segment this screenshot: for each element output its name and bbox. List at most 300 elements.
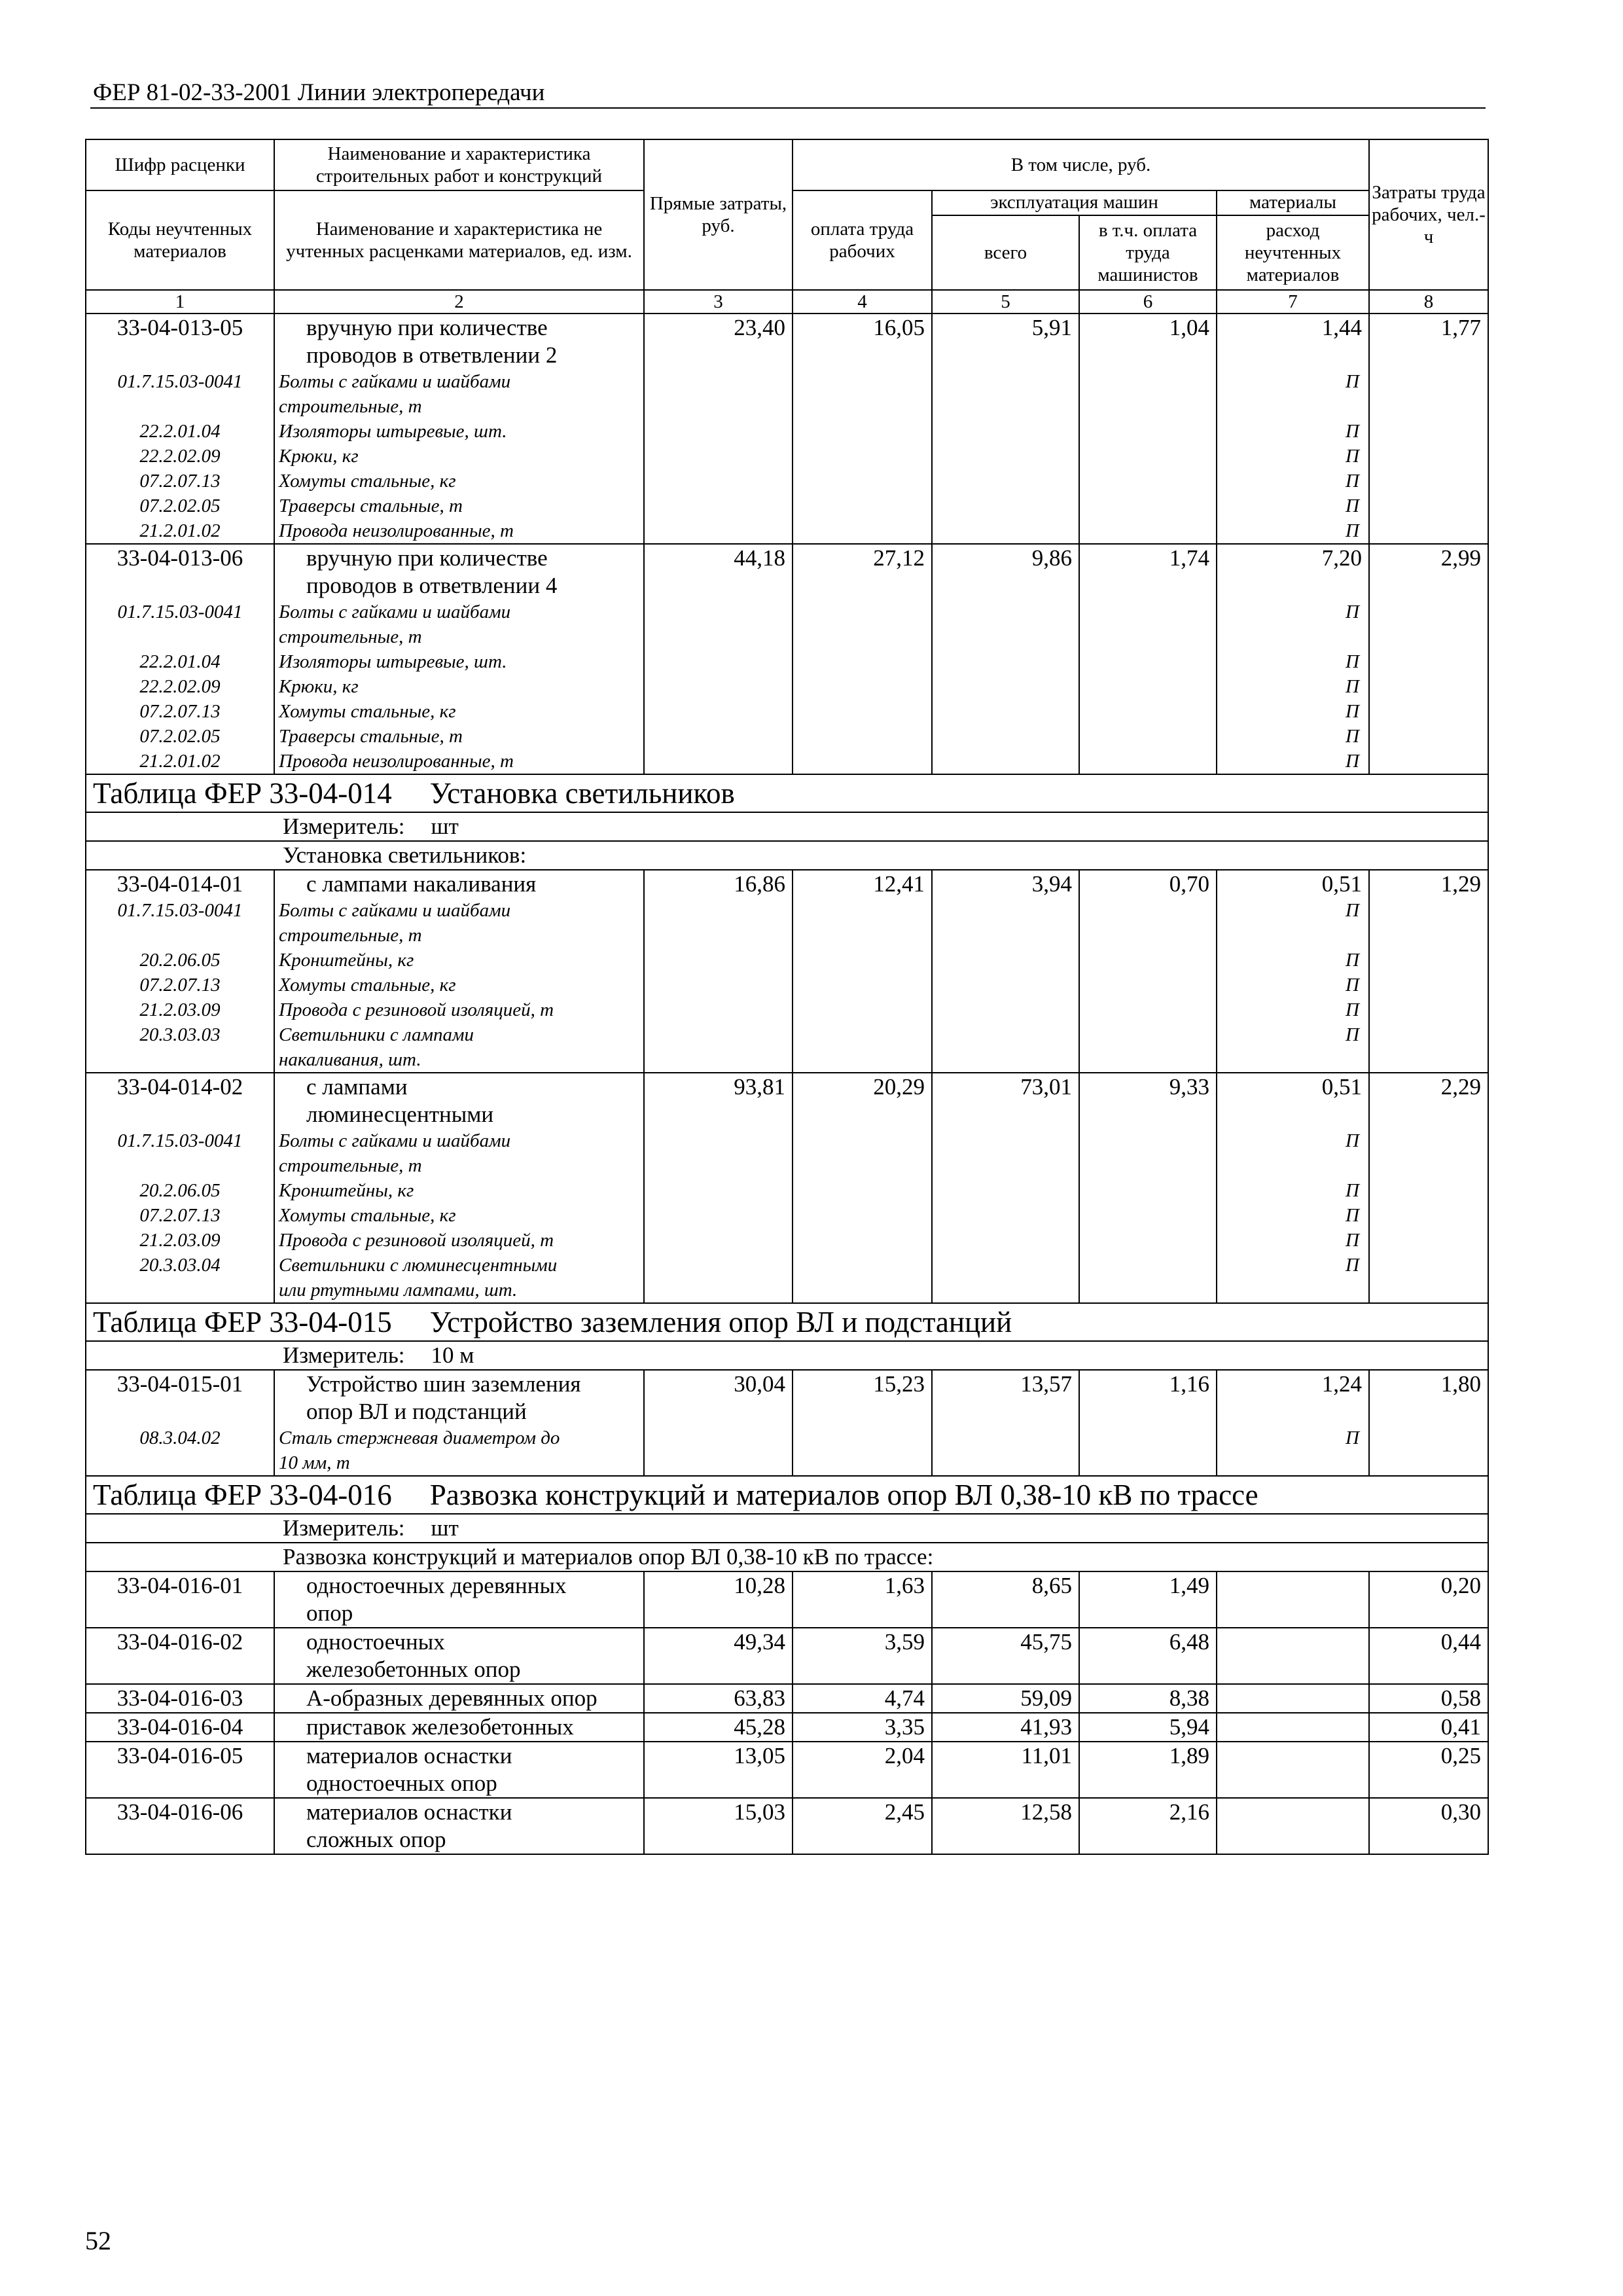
empty-cell bbox=[1369, 1426, 1488, 1476]
table-body bbox=[86, 314, 1488, 1854]
material-name-line: Хомуты стальные, кг bbox=[279, 471, 456, 492]
group-intro bbox=[86, 841, 1488, 870]
empty-cell bbox=[1079, 699, 1217, 724]
material-mark: П bbox=[1217, 600, 1369, 649]
empty-cell bbox=[644, 749, 793, 774]
labor-value: 1,77 bbox=[1369, 314, 1488, 369]
material-mark: П bbox=[1217, 1178, 1369, 1203]
material-code: 07.2.07.13 bbox=[86, 1203, 274, 1228]
empty-cell bbox=[932, 469, 1079, 493]
material-name-line: Болты с гайками и шайбами bbox=[279, 900, 511, 921]
labor-value: 0,58 bbox=[1369, 1684, 1488, 1713]
rate-code: 33-04-014-02 bbox=[86, 1073, 274, 1128]
empty-cell bbox=[932, 369, 1079, 419]
material-name-line: Хомуты стальные, кг bbox=[279, 975, 456, 996]
section-title bbox=[86, 774, 1488, 812]
material-mark: П bbox=[1217, 749, 1369, 774]
machines-wages-value: 2,16 bbox=[1079, 1798, 1217, 1854]
empty-cell bbox=[1369, 973, 1488, 997]
empty-cell bbox=[644, 493, 793, 518]
measure-value: 10 м bbox=[431, 1342, 474, 1368]
column-number: 6 bbox=[1079, 290, 1217, 314]
machines-wages-value: 1,16 bbox=[1079, 1370, 1217, 1426]
labor-value: 0,41 bbox=[1369, 1713, 1488, 1742]
rate-row bbox=[86, 1713, 1488, 1742]
material-row bbox=[86, 948, 1488, 973]
column-number: 2 bbox=[274, 290, 644, 314]
direct-costs-value: 10,28 bbox=[644, 1571, 793, 1628]
empty-cell bbox=[1079, 973, 1217, 997]
empty-cell bbox=[1079, 1253, 1217, 1303]
empty-cell bbox=[644, 973, 793, 997]
machines-total-value: 9,86 bbox=[932, 544, 1079, 600]
empty-cell bbox=[932, 724, 1079, 749]
empty-cell bbox=[932, 419, 1079, 444]
rate-code: 33-04-016-06 bbox=[86, 1798, 274, 1854]
material-name-line: Изоляторы штыревые, шт. bbox=[279, 651, 507, 672]
material-row bbox=[86, 369, 1488, 419]
material-row bbox=[86, 444, 1488, 469]
rate-name-line: с лампами накаливания bbox=[306, 871, 537, 897]
material-name-line: Изоляторы штыревые, шт. bbox=[279, 421, 507, 442]
machines-wages-value: 5,94 bbox=[1079, 1713, 1217, 1742]
empty-cell bbox=[793, 1253, 932, 1303]
empty-cell bbox=[932, 898, 1079, 948]
empty-cell bbox=[1079, 948, 1217, 973]
machines-wages-value: 0,70 bbox=[1079, 870, 1217, 898]
empty-cell bbox=[793, 1203, 932, 1228]
material-name-line: Хомуты стальные, кг bbox=[279, 701, 456, 722]
material-row bbox=[86, 997, 1488, 1022]
wages-value: 3,35 bbox=[793, 1713, 932, 1742]
rate-name-line: проводов в ответвлении 4 bbox=[306, 573, 558, 598]
rate-code: 33-04-016-02 bbox=[86, 1628, 274, 1684]
rate-name-line: железобетонных опор bbox=[306, 1657, 521, 1682]
materials-value bbox=[1217, 1571, 1369, 1628]
empty-cell bbox=[1079, 649, 1217, 674]
empty-cell bbox=[644, 699, 793, 724]
empty-cell bbox=[1079, 1178, 1217, 1203]
material-mark: П bbox=[1217, 674, 1369, 699]
empty-cell bbox=[932, 997, 1079, 1022]
material-code: 22.2.01.04 bbox=[86, 419, 274, 444]
material-row bbox=[86, 1253, 1488, 1303]
empty-cell bbox=[932, 699, 1079, 724]
material-row bbox=[86, 898, 1488, 948]
measure-label: Измеритель: bbox=[283, 1515, 405, 1541]
machines-total-value: 59,09 bbox=[932, 1684, 1079, 1713]
machines-wages-value: 1,49 bbox=[1079, 1571, 1217, 1628]
labor-value: 0,25 bbox=[1369, 1742, 1488, 1798]
empty-cell bbox=[932, 1178, 1079, 1203]
rate-name-line: одностоечных bbox=[306, 1629, 445, 1655]
material-mark: П bbox=[1217, 469, 1369, 493]
rate-name bbox=[274, 314, 644, 369]
material-mark: П bbox=[1217, 518, 1369, 544]
empty-cell bbox=[1369, 493, 1488, 518]
material-row bbox=[86, 674, 1488, 699]
material-name bbox=[274, 948, 644, 973]
material-row bbox=[86, 1178, 1488, 1203]
labor-value: 0,20 bbox=[1369, 1571, 1488, 1628]
rate-name-line: материалов оснастки bbox=[306, 1799, 512, 1825]
direct-costs-value: 63,83 bbox=[644, 1684, 793, 1713]
column-number: 8 bbox=[1369, 290, 1488, 314]
wages-value: 2,45 bbox=[793, 1798, 932, 1854]
labor-value: 0,44 bbox=[1369, 1628, 1488, 1684]
measure-row bbox=[86, 1514, 1488, 1543]
rate-row bbox=[86, 314, 1488, 369]
material-mark: П bbox=[1217, 973, 1369, 997]
rate-row bbox=[86, 544, 1488, 600]
measure-value: шт bbox=[431, 814, 459, 839]
empty-cell bbox=[932, 444, 1079, 469]
material-row bbox=[86, 699, 1488, 724]
machines-total-value: 13,57 bbox=[932, 1370, 1079, 1426]
material-mark: П bbox=[1217, 948, 1369, 973]
rate-row bbox=[86, 1742, 1488, 1798]
empty-cell bbox=[1079, 1426, 1217, 1476]
material-mark: П bbox=[1217, 444, 1369, 469]
rate-name bbox=[274, 1628, 644, 1684]
empty-cell bbox=[644, 1022, 793, 1073]
empty-cell bbox=[793, 1426, 932, 1476]
section-name: Установка светильников bbox=[429, 777, 735, 810]
material-code: 22.2.02.09 bbox=[86, 444, 274, 469]
empty-cell bbox=[793, 674, 932, 699]
material-row bbox=[86, 1128, 1488, 1178]
empty-cell bbox=[644, 1178, 793, 1203]
column-number: 3 bbox=[644, 290, 793, 314]
price-table bbox=[85, 139, 1489, 1855]
wages-value: 15,23 bbox=[793, 1370, 932, 1426]
material-row bbox=[86, 749, 1488, 774]
rate-name bbox=[274, 1571, 644, 1628]
rate-name-line: с лампами bbox=[306, 1074, 408, 1100]
empty-cell bbox=[1079, 419, 1217, 444]
empty-cell bbox=[1369, 1022, 1488, 1073]
empty-cell bbox=[793, 444, 932, 469]
material-code: 21.2.03.09 bbox=[86, 1228, 274, 1253]
rate-row bbox=[86, 1684, 1488, 1713]
measure-value: шт bbox=[431, 1515, 459, 1541]
material-mark: П bbox=[1217, 898, 1369, 948]
materials-value: 7,20 bbox=[1217, 544, 1369, 600]
empty-cell bbox=[644, 1426, 793, 1476]
material-code: 20.3.03.03 bbox=[86, 1022, 274, 1073]
material-name-line: 10 мм, т bbox=[279, 1452, 350, 1473]
material-row bbox=[86, 1228, 1488, 1253]
header-code-top: Шифр расценки bbox=[86, 139, 274, 190]
empty-cell bbox=[1369, 749, 1488, 774]
empty-cell bbox=[1079, 997, 1217, 1022]
empty-cell bbox=[932, 749, 1079, 774]
header-materials: материалы bbox=[1217, 190, 1369, 215]
material-code: 01.7.15.03-0041 bbox=[86, 1128, 274, 1178]
material-row bbox=[86, 1022, 1488, 1073]
rate-name bbox=[274, 1713, 644, 1742]
empty-cell bbox=[1079, 1203, 1217, 1228]
wages-value: 4,74 bbox=[793, 1684, 932, 1713]
rate-name-line: проводов в ответвлении 2 bbox=[306, 342, 558, 368]
section-table-number: Таблица ФЕР 33-04-016 bbox=[93, 1479, 392, 1511]
rate-name bbox=[274, 1798, 644, 1854]
section-name: Устройство заземления опор ВЛ и подстанций bbox=[429, 1306, 1012, 1338]
empty-cell bbox=[644, 898, 793, 948]
material-code: 21.2.01.02 bbox=[86, 518, 274, 544]
measure-row bbox=[86, 1341, 1488, 1370]
intro-row bbox=[86, 1543, 1488, 1571]
machines-wages-value: 1,89 bbox=[1079, 1742, 1217, 1798]
empty-cell bbox=[932, 600, 1079, 649]
empty-cell bbox=[644, 674, 793, 699]
empty-cell bbox=[1369, 1178, 1488, 1203]
material-name-line: Крюки, кг bbox=[279, 446, 359, 467]
material-name-line: или ртутными лампами, шт. bbox=[279, 1280, 518, 1300]
wages-value: 3,59 bbox=[793, 1628, 932, 1684]
material-name-line: Крюки, кг bbox=[279, 676, 359, 697]
materials-value: 0,51 bbox=[1217, 870, 1369, 898]
material-row bbox=[86, 1203, 1488, 1228]
measure-unit bbox=[86, 1341, 1488, 1370]
material-name-line: Светильники с лампами bbox=[279, 1024, 474, 1045]
empty-cell bbox=[644, 1128, 793, 1178]
material-name bbox=[274, 1253, 644, 1303]
header-machines: эксплуатация машин bbox=[932, 190, 1217, 215]
material-mark: П bbox=[1217, 649, 1369, 674]
empty-cell bbox=[644, 444, 793, 469]
material-code: 22.2.02.09 bbox=[86, 674, 274, 699]
rate-name bbox=[274, 870, 644, 898]
material-row bbox=[86, 469, 1488, 493]
rate-code: 33-04-013-06 bbox=[86, 544, 274, 600]
empty-cell bbox=[1079, 369, 1217, 419]
header-name-bottom: Наименование и характеристика не учтенных расценками материалов, ед. изм. bbox=[274, 190, 644, 290]
direct-costs-value: 15,03 bbox=[644, 1798, 793, 1854]
empty-cell bbox=[793, 997, 932, 1022]
empty-cell bbox=[793, 1128, 932, 1178]
material-name bbox=[274, 469, 644, 493]
material-name bbox=[274, 898, 644, 948]
table-header bbox=[86, 139, 1488, 314]
empty-cell bbox=[1079, 724, 1217, 749]
empty-cell bbox=[793, 749, 932, 774]
section-row bbox=[86, 1303, 1488, 1341]
empty-cell bbox=[644, 419, 793, 444]
empty-cell bbox=[793, 1022, 932, 1073]
labor-value: 2,99 bbox=[1369, 544, 1488, 600]
material-name bbox=[274, 674, 644, 699]
header-code-bottom: Коды неучтенных материалов bbox=[86, 190, 274, 290]
material-code: 20.2.06.05 bbox=[86, 1178, 274, 1203]
rate-row bbox=[86, 1571, 1488, 1628]
rate-name-line: Устройство шин заземления bbox=[306, 1371, 581, 1397]
empty-cell bbox=[1369, 444, 1488, 469]
empty-cell bbox=[793, 600, 932, 649]
empty-cell bbox=[1079, 674, 1217, 699]
empty-cell bbox=[793, 419, 932, 444]
material-code: 08.3.04.02 bbox=[86, 1426, 274, 1476]
empty-cell bbox=[1079, 1128, 1217, 1178]
material-name-line: накаливания, шт. bbox=[279, 1049, 421, 1070]
header-machines-total: всего bbox=[932, 215, 1079, 290]
direct-costs-value: 44,18 bbox=[644, 544, 793, 600]
rate-code: 33-04-013-05 bbox=[86, 314, 274, 369]
material-row bbox=[86, 724, 1488, 749]
rate-code: 33-04-016-04 bbox=[86, 1713, 274, 1742]
rate-name-line: вручную при количестве bbox=[306, 545, 548, 571]
material-code: 01.7.15.03-0041 bbox=[86, 600, 274, 649]
material-name bbox=[274, 600, 644, 649]
empty-cell bbox=[1079, 493, 1217, 518]
material-row bbox=[86, 1426, 1488, 1476]
empty-cell bbox=[932, 674, 1079, 699]
material-mark: П bbox=[1217, 1128, 1369, 1178]
empty-cell bbox=[644, 724, 793, 749]
empty-cell bbox=[1369, 898, 1488, 948]
direct-costs-value: 13,05 bbox=[644, 1742, 793, 1798]
empty-cell bbox=[1369, 369, 1488, 419]
header-labor: Затраты труда рабочих, чел.-ч bbox=[1369, 139, 1488, 290]
empty-cell bbox=[1369, 1228, 1488, 1253]
empty-cell bbox=[644, 600, 793, 649]
machines-total-value: 73,01 bbox=[932, 1073, 1079, 1128]
material-row bbox=[86, 419, 1488, 444]
empty-cell bbox=[932, 1253, 1079, 1303]
running-header bbox=[90, 73, 1486, 109]
machines-wages-value: 6,48 bbox=[1079, 1628, 1217, 1684]
empty-cell bbox=[932, 1228, 1079, 1253]
section-title bbox=[86, 1476, 1488, 1514]
material-name-line: Болты с гайками и шайбами bbox=[279, 601, 511, 622]
rate-name-line: опор ВЛ и подстанций bbox=[306, 1399, 527, 1424]
material-name-line: Траверсы стальные, т bbox=[279, 495, 463, 516]
empty-cell bbox=[1369, 419, 1488, 444]
empty-cell bbox=[644, 369, 793, 419]
material-row bbox=[86, 600, 1488, 649]
empty-cell bbox=[793, 493, 932, 518]
material-mark: П bbox=[1217, 419, 1369, 444]
materials-value bbox=[1217, 1742, 1369, 1798]
measure-row bbox=[86, 812, 1488, 841]
material-mark: П bbox=[1217, 1228, 1369, 1253]
empty-cell bbox=[1369, 600, 1488, 649]
machines-total-value: 41,93 bbox=[932, 1713, 1079, 1742]
material-code: 01.7.15.03-0041 bbox=[86, 898, 274, 948]
rate-name bbox=[274, 1742, 644, 1798]
materials-value: 1,44 bbox=[1217, 314, 1369, 369]
material-code: 21.2.01.02 bbox=[86, 749, 274, 774]
machines-total-value: 3,94 bbox=[932, 870, 1079, 898]
wages-value: 20,29 bbox=[793, 1073, 932, 1128]
empty-cell bbox=[644, 997, 793, 1022]
machines-total-value: 5,91 bbox=[932, 314, 1079, 369]
labor-value: 1,80 bbox=[1369, 1370, 1488, 1426]
material-code: 07.2.07.13 bbox=[86, 973, 274, 997]
machines-total-value: 11,01 bbox=[932, 1742, 1079, 1798]
rate-name bbox=[274, 1370, 644, 1426]
rate-name-line: А-образных деревянных опор bbox=[306, 1685, 597, 1711]
material-name-line: Провода с резиновой изоляцией, т bbox=[279, 999, 554, 1020]
machines-wages-value: 1,74 bbox=[1079, 544, 1217, 600]
machines-wages-value: 1,04 bbox=[1079, 314, 1217, 369]
rate-name-line: люминесцентными bbox=[306, 1102, 494, 1127]
empty-cell bbox=[1079, 898, 1217, 948]
material-name bbox=[274, 1128, 644, 1178]
materials-value bbox=[1217, 1684, 1369, 1713]
material-name bbox=[274, 493, 644, 518]
material-row bbox=[86, 649, 1488, 674]
machines-wages-value: 9,33 bbox=[1079, 1073, 1217, 1128]
material-code: 07.2.07.13 bbox=[86, 699, 274, 724]
empty-cell bbox=[1079, 1228, 1217, 1253]
rate-name-line: одностоечных деревянных bbox=[306, 1573, 567, 1598]
rate-name-line: материалов оснастки bbox=[306, 1743, 512, 1768]
empty-cell bbox=[1369, 674, 1488, 699]
empty-cell bbox=[1079, 749, 1217, 774]
empty-cell bbox=[932, 1203, 1079, 1228]
materials-value: 1,24 bbox=[1217, 1370, 1369, 1426]
column-number: 4 bbox=[793, 290, 932, 314]
measure-unit bbox=[86, 1514, 1488, 1543]
wages-value: 16,05 bbox=[793, 314, 932, 369]
material-name-line: Болты с гайками и шайбами bbox=[279, 371, 511, 392]
empty-cell bbox=[793, 649, 932, 674]
material-name-line: строительные, т bbox=[279, 1155, 422, 1176]
material-code: 20.3.03.04 bbox=[86, 1253, 274, 1303]
material-name bbox=[274, 1203, 644, 1228]
empty-cell bbox=[1369, 469, 1488, 493]
empty-cell bbox=[793, 898, 932, 948]
material-code: 07.2.02.05 bbox=[86, 724, 274, 749]
materials-value bbox=[1217, 1713, 1369, 1742]
section-name: Развозка конструкций и материалов опор ВЛ 0,38-10 кВ по трассе bbox=[429, 1479, 1258, 1511]
section-row bbox=[86, 1476, 1488, 1514]
material-code: 20.2.06.05 bbox=[86, 948, 274, 973]
material-name-line: Кронштейны, кг bbox=[279, 1180, 414, 1201]
empty-cell bbox=[1369, 1128, 1488, 1178]
material-name-line: Провода неизолированные, т bbox=[279, 520, 514, 541]
material-mark: П bbox=[1217, 1426, 1369, 1476]
material-name-line: Светильники с люминесцентными bbox=[279, 1255, 558, 1276]
material-name bbox=[274, 1228, 644, 1253]
empty-cell bbox=[1079, 444, 1217, 469]
empty-cell bbox=[793, 948, 932, 973]
material-name bbox=[274, 724, 644, 749]
empty-cell bbox=[793, 724, 932, 749]
material-name-line: строительные, т bbox=[279, 626, 422, 647]
direct-costs-value: 93,81 bbox=[644, 1073, 793, 1128]
empty-cell bbox=[932, 1128, 1079, 1178]
section-title bbox=[86, 1303, 1488, 1341]
machines-wages-value: 8,38 bbox=[1079, 1684, 1217, 1713]
empty-cell bbox=[793, 699, 932, 724]
rate-name-line: опор bbox=[306, 1600, 353, 1626]
material-code: 07.2.07.13 bbox=[86, 469, 274, 493]
machines-total-value: 8,65 bbox=[932, 1571, 1079, 1628]
empty-cell bbox=[644, 1203, 793, 1228]
wages-value: 1,63 bbox=[793, 1571, 932, 1628]
empty-cell bbox=[793, 469, 932, 493]
material-name bbox=[274, 699, 644, 724]
empty-cell bbox=[644, 649, 793, 674]
material-mark: П bbox=[1217, 699, 1369, 724]
header-wages: оплата труда рабочих bbox=[793, 190, 932, 290]
empty-cell bbox=[1369, 724, 1488, 749]
rate-code: 33-04-016-05 bbox=[86, 1742, 274, 1798]
empty-cell bbox=[1369, 699, 1488, 724]
material-name bbox=[274, 369, 644, 419]
